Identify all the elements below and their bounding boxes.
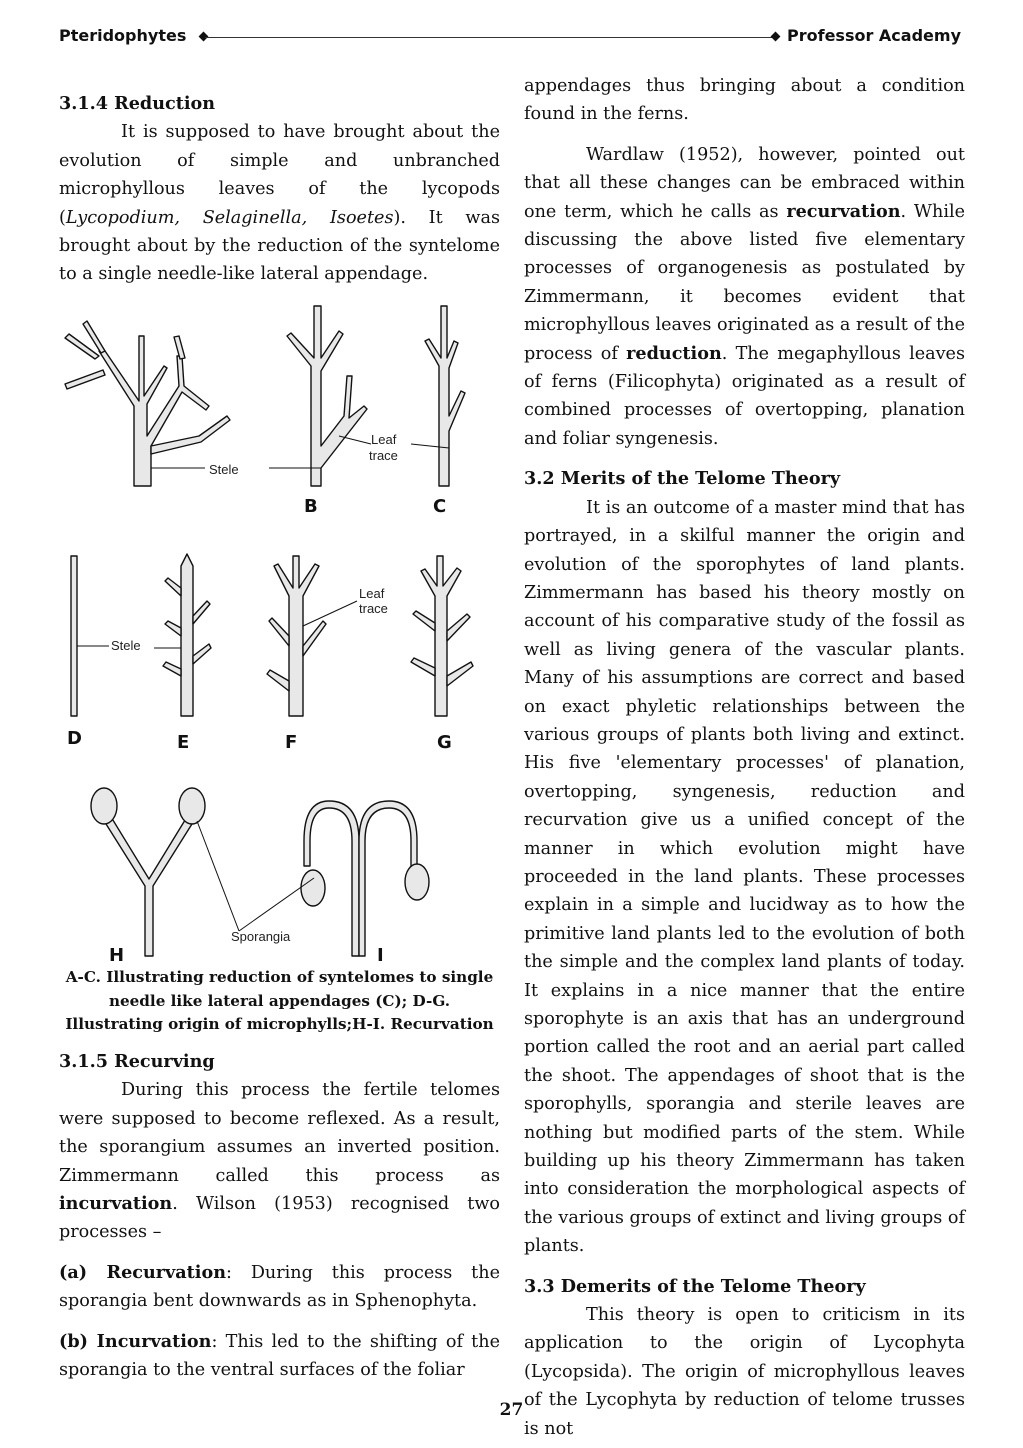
figure-label-i: I [377,945,384,966]
diagram-d-stele [71,556,77,716]
stele-label-top: Stele [209,462,239,477]
header-diamond-right-icon [771,32,781,42]
section-heading-merits: 3.2 Merits of the Telome Theory [524,468,841,490]
leaf-trace-label-top-line2: trace [369,448,398,463]
stele-label-mid: Stele [111,638,141,653]
leaf-trace-label-mid-line2: trace [359,601,388,616]
sporangia-label: Sporangia [231,929,291,944]
paragraph-incurvation: (b) Incurvation: This led to the shifting of the sporangia to the ventral surfaces of the foliar [59,1330,500,1381]
section-heading-demerits: 3.3 Demerits of the Telome Theory [524,1275,866,1297]
figure-label-f: F [285,732,298,753]
diagram-b-branch [287,306,367,486]
paragraph-merits: It is an outcome of a master mind that has portrayed, in a skilful manner the origin and evolution of the sporophytes of land plants. Zimmermann has based his theory mostly on account of his comparative study of the fossil as well as living genera of the vascular plants. Many of his assumptions are correct and based on exact phyletic relationships between the various groups of plants both living and extinct. His five 'elementary processes' of planation, overtopping, syngenesis, reduction and recurvation give us a unified concept of the manner in which evolution might have proceeded in the land plants. These processes explain in a simple and lucidway as to how the primitive land plants led to the evolution of both the simple and the complex land plants of today. It explains in a nice manner that the entire sporophyte is an axis that has an underground portion called the root and an aerial part called the shoot. The appendages of shoot that is the sporophylls, sporangia and sterile leaves are nothing but modified parts of the stem. While building up his theory Zimmermann has taken into consideration the morphological aspects of the various groups of extinct and living groups of plants. [524,497,965,1257]
paragraph-wardlaw: Wardlaw (1952), however, pointed out that all these changes can be embraced within one term, which he calls as recurvation. While discussing the above listed five elementary processes of organogenesis as postulated by Zimmermann, it becomes evident that microphyllous leaves originated as a result of the process of reduction. The megaphyllous leaves of ferns (Filicophyta) originated as a result of combined processes of overtopping, planation and foliar syngenesis. [524,144,965,449]
running-header-title: Pteridophytes [59,26,187,45]
page-number: 27 [499,1400,524,1420]
diagram-g-branch [411,556,473,716]
paragraph-demerits: This theory is open to criticism in its application to the origin of Lycophyta (Lycopsida). The origin of microphyllous leaves of the Lycophyta by reduction of telome trusses is not [524,1305,965,1439]
section-heading-recurving: 3.1.5 Recurving [59,1051,215,1072]
telome-diagram [59,296,500,966]
figure-label-d: D [67,728,82,749]
diagram-c-branch [425,306,465,486]
left-column-lower [59,1048,500,1384]
telome-figure [59,296,500,966]
right-column [524,72,965,1443]
figure-caption: A-C. Illustrating reduction of syntelomes to single needle like lateral appendages (C); D-G. Illustrating origin of microphylls;H-I. Recurvation [65,968,494,1033]
leaf-trace-label-top-line1: Leaf [371,432,397,447]
paragraph-recurvation: (a) Recurvation: During this process the sporangia bent downwards as in Sphenophyta. [59,1261,500,1312]
figure-label-c: C [433,496,447,517]
leaf-trace-label-mid-line1: Leaf [359,586,385,601]
paragraph-continuation: appendages thus bringing about a condition found in the ferns. [524,76,965,125]
figure-label-b: B [304,496,318,517]
figure-label-e: E [177,732,190,753]
left-column-top [59,84,500,289]
diagram-h-dichotomy [91,788,205,956]
diagram-i-recurved [301,801,429,956]
paragraph-recurving: During this process the fertile telomes were supposed to become reflexed. As a result, the sporangium assumes an inverted position. Zimmermann called this process as incurvation. Wilson (1953) recognised two processes – [59,1080,500,1243]
running-header-publisher: Professor Academy [787,26,961,45]
diagram-f-branch [267,556,326,716]
figure-label-h: H [109,945,125,966]
header-rule [205,37,775,38]
diagram-a-branch [65,321,230,486]
section-heading-reduction: 3.1.4 Reduction [59,93,216,114]
figure-label-g: G [437,732,452,753]
paragraph-reduction: It is supposed to have brought about the evolution of simple and unbranched microphyllous leaves of the lycopods (Lycopodium, Selaginella, Isoetes). It was brought about by the reduction of the syntelome to a single needle-like lateral appendage. [59,122,500,285]
diagram-e-branch [163,554,211,716]
